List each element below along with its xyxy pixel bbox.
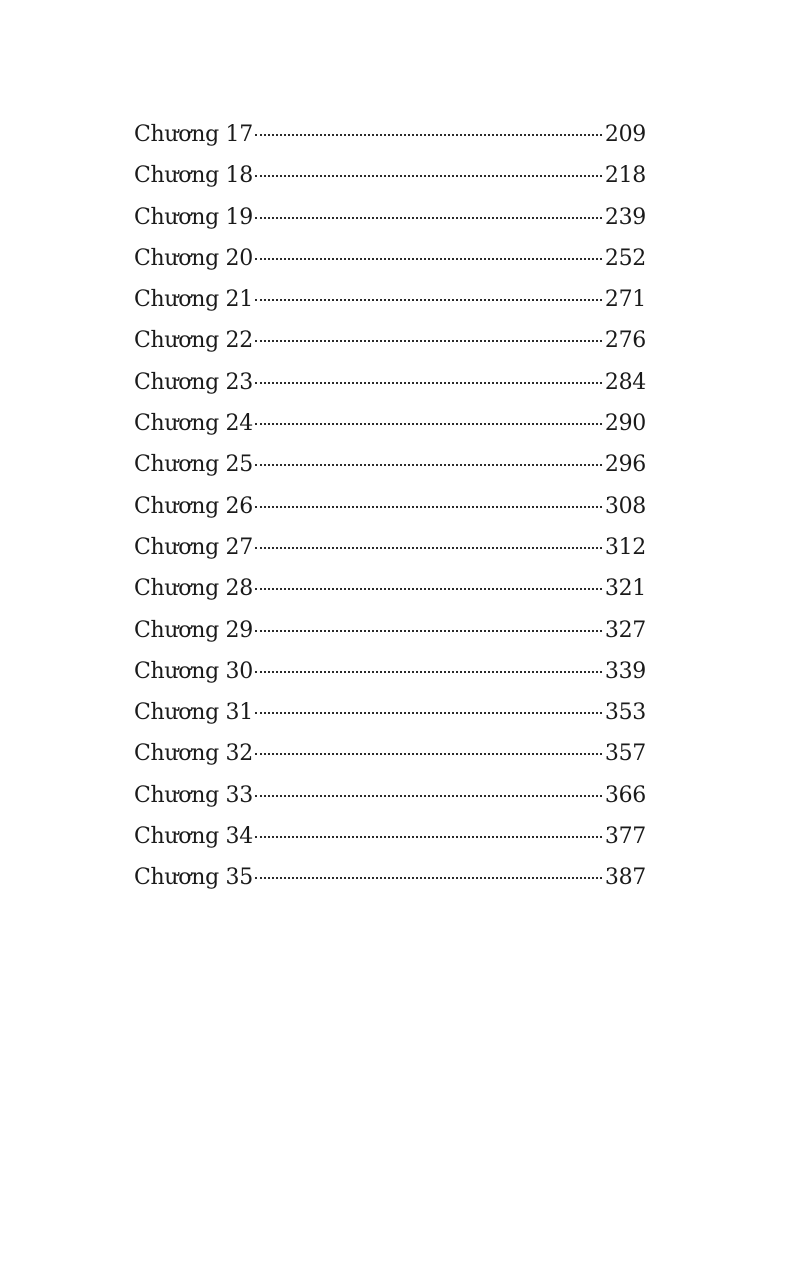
page-number: 387 [604,865,646,891]
chapter-label: Chương 17 [134,122,253,147]
chapter-label: Chương 28 [134,576,253,602]
dot-leader [255,588,602,590]
dot-leader [255,382,602,384]
dot-leader [255,134,602,136]
page-number: 290 [604,411,646,437]
dot-leader [255,753,602,755]
dot-leader [255,464,602,466]
dot-leader [255,795,602,797]
dot-leader [255,340,602,342]
chapter-label: Chương 22 [134,328,253,354]
dot-leader [255,630,602,632]
page-number: 321 [604,576,646,602]
toc-entry[interactable] [134,865,646,906]
dot-leader [255,547,602,549]
toc-entry[interactable] [134,700,646,741]
chapter-label: Chương 24 [134,411,253,437]
dot-leader [255,258,602,260]
page-number: 284 [604,369,646,395]
toc-entry[interactable] [134,659,646,700]
dot-leader [255,299,602,301]
chapter-label: Chương 20 [134,245,253,271]
dot-leader [255,423,602,425]
toc-entry[interactable] [134,494,646,535]
toc-entry[interactable] [134,328,646,369]
toc-entry[interactable] [134,824,646,865]
dot-leader [255,175,602,177]
toc-entry[interactable] [134,287,646,328]
dot-leader [255,671,602,673]
dot-leader [255,877,602,879]
chapter-label: Chương 35 [134,865,253,891]
page-number: 353 [604,700,646,726]
chapter-label: Chương 31 [134,700,253,726]
chapter-label: Chương 34 [134,824,253,850]
chapter-label: Chương 25 [134,452,253,478]
chapter-label: Chương 18 [134,163,253,189]
toc-entry[interactable] [134,783,646,824]
dot-leader [255,836,602,838]
chapter-label: Chương 29 [134,617,253,643]
page-number: 357 [604,741,646,767]
dot-leader [255,506,602,508]
dot-leader [255,217,602,219]
chapter-label: Chương 27 [134,534,253,560]
page-number: 327 [604,617,646,643]
dot-leader [255,712,602,714]
toc-entry[interactable] [134,576,646,617]
page-number: 366 [604,782,646,808]
page-number: 209 [604,122,646,147]
toc-entry[interactable] [134,535,646,576]
toc-entry[interactable] [134,163,646,204]
page-number: 252 [604,245,646,271]
page-number: 308 [604,493,646,519]
page-number: 296 [604,452,646,478]
page-number: 377 [604,824,646,850]
chapter-label: Chương 32 [134,741,253,767]
toc-entry[interactable] [134,741,646,782]
toc-entry[interactable] [134,370,646,411]
chapter-label: Chương 30 [134,658,253,684]
page-number: 218 [604,163,646,189]
page-number: 239 [604,204,646,230]
chapter-label: Chương 33 [134,782,253,808]
toc-entry[interactable] [134,246,646,287]
table-of-contents [134,122,646,907]
page-number: 312 [604,534,646,560]
toc-entry[interactable] [134,411,646,452]
page-number: 339 [604,658,646,684]
page-number: 276 [604,328,646,354]
chapter-label: Chương 19 [134,204,253,230]
chapter-label: Chương 23 [134,369,253,395]
toc-entry[interactable] [134,205,646,246]
toc-entry[interactable] [134,122,646,163]
page-number: 271 [604,287,646,313]
chapter-label: Chương 21 [134,287,253,313]
toc-entry[interactable] [134,618,646,659]
toc-entry[interactable] [134,452,646,493]
chapter-label: Chương 26 [134,493,253,519]
